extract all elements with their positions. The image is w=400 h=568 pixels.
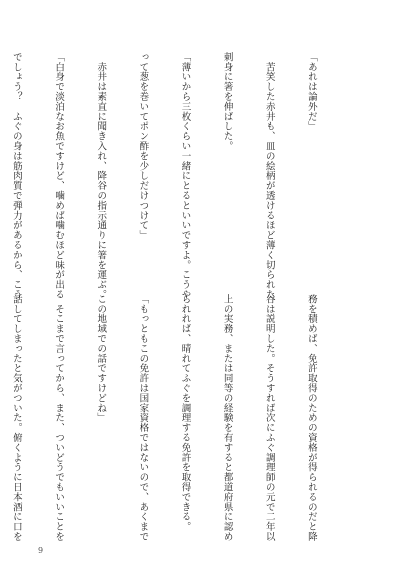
text-line: そこまで言ってから、また、ついどうでもいいことを — [53, 294, 65, 542]
text-line: 務を積めば、免許取得のための資格が得られるのだと降 — [305, 294, 317, 542]
text-line: られれば、晴れてふぐを調理する免許を取得できる。 — [179, 294, 191, 532]
text-line: 赤井は素直に聞き入れ、降谷の指示通りに箸を運ぶ。 — [95, 52, 107, 300]
text-line: 上の実務、または同等の経験を有すると都道府県に認め — [221, 294, 233, 542]
text-line: 苦笑した赤井も、皿の絵柄が透けるほど薄く切られた — [263, 52, 275, 300]
text-line: 話してしまったと気がついた。俯くように日本酒に口を — [10, 294, 22, 542]
text-line: でしょう？ ふぐの身は筋肉質で弾力があるから、こう — [10, 52, 22, 300]
bottom-text-block — [0, 294, 346, 544]
text-line: この地域での話ですけどね」 — [95, 294, 107, 423]
text-line: 「もっともこの免許は国家資格ではないので、あくまで — [137, 294, 149, 542]
text-line: 「薄いから三枚くらい一緒にとるといいですよ。こうや — [179, 52, 191, 300]
text-line: 谷は説明した。そうすれば次にふぐ調理師の元で二年以 — [263, 294, 275, 542]
top-text-block — [0, 52, 346, 300]
text-line: って葱を巻いてポン酢を少しだけつけて」 — [137, 52, 149, 241]
text-line: 「あれは論外だ」 — [305, 52, 317, 132]
text-line: 「白身で淡泊なお魚ですけど、噛めば噛むほど味が出る — [53, 52, 65, 300]
page-number: 9 — [38, 546, 44, 555]
text-line: 刺身に箸を伸ばした。 — [221, 52, 233, 151]
